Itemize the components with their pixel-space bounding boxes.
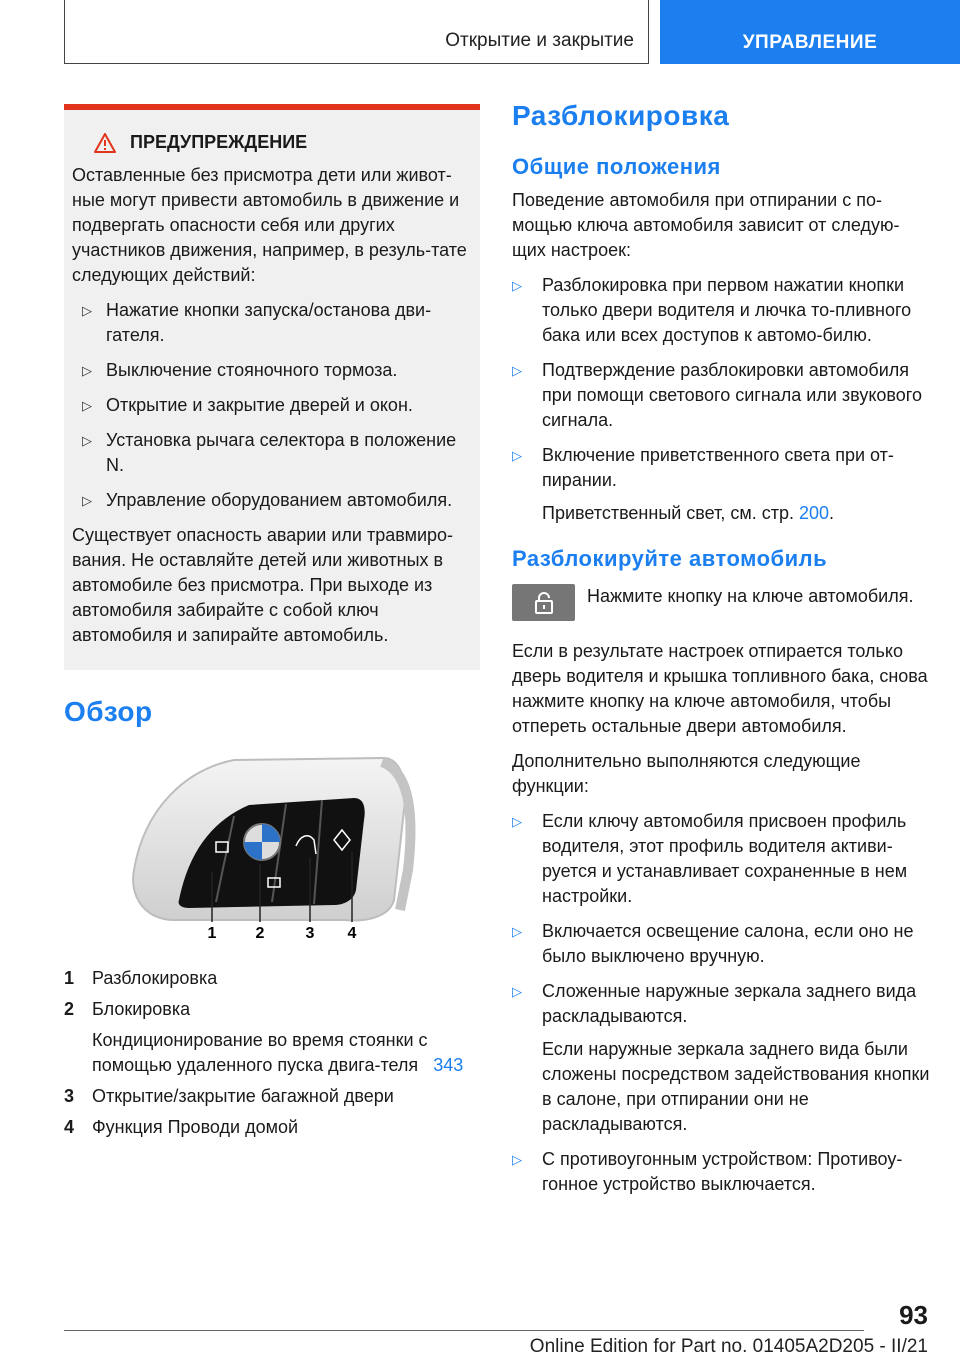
page-number: 93	[899, 1300, 928, 1330]
page-link-343[interactable]: 343	[433, 1055, 464, 1075]
extra-text: Дополнительно выполняются следующие функции:	[512, 751, 861, 796]
list-item: ▷ Если ключу автомобиля присвоен профиль водителя, этот профиль водителя активи-руется и устанавливает сохраненные в нем настройки.	[512, 809, 932, 909]
legend-text: Открытие/закрытие багажной двери	[92, 1086, 394, 1106]
warning-outro: Существует опасность аварии или травмиро-вания. Не оставляйте детей или животных в автомобиле без присмотра. При выходе из автомобиля забирайте с собой ключ автомобиля и запирайте автомобиль.	[72, 525, 454, 645]
list-item: ▷ Установка рычага селектора в положение N.	[72, 428, 472, 478]
legend-number: 4	[64, 1117, 75, 1137]
footer-divider	[64, 1330, 864, 1331]
extra-list	[512, 809, 932, 1029]
unlock-heading: Разблокировка	[512, 100, 730, 131]
list-item: ▷ Разблокировка при первом нажатии кнопки только двери водителя и лючка то-пливного бака или всех доступов к автомо-билю.	[512, 273, 932, 348]
callout-1: 1	[207, 925, 217, 940]
warning-box	[64, 104, 480, 670]
list-item: ▷ Нажатие кнопки запуска/останова дви-гателя.	[72, 298, 472, 348]
welcome-light-ref: Приветственный свет, см. стр. 200.	[542, 503, 835, 523]
list-item: ▷ Включается освещение салона, если оно не было выключено вручную.	[512, 919, 932, 969]
right-column	[512, 100, 932, 1207]
list-item: ▷ Управление оборудованием автомобиля.	[72, 488, 472, 513]
unlock-button-image	[512, 584, 575, 621]
header-title: Открытие и закрытие	[445, 30, 634, 51]
legend-number: 1	[64, 968, 75, 988]
action-heading: Разблокируйте автомобиль	[512, 546, 828, 571]
legend-row	[64, 966, 480, 991]
legend-text: Блокировка	[92, 999, 191, 1019]
action-text: Нажмите кнопку на ключе автомобиля.	[587, 586, 914, 606]
repeat-text: Если в результате настроек отпирается только дверь водителя и крышка топливного бака, снова нажмите кнопку на ключе автомобиля, чтобы отпереть остальные двери автомобиля.	[512, 641, 928, 736]
warning-list	[72, 298, 472, 513]
last-list	[512, 1147, 932, 1197]
legend-text: Функция Проводи домой	[92, 1117, 299, 1137]
legend-row	[64, 1084, 480, 1109]
unlock-icon	[532, 591, 556, 615]
warning-icon	[94, 133, 116, 153]
warning-intro: Оставленные без присмотра дети или живот-ные могут привести автомобиль в движение и подвергать опасности себя или других участников движения, например, в резуль-тате следующих действий:	[72, 165, 467, 285]
left-column	[64, 104, 480, 1146]
key-fob-illustration	[64, 750, 480, 940]
legend-number: 3	[64, 1086, 75, 1106]
legend-row	[64, 1115, 480, 1140]
legend-subtext: Кондиционирование во время стоянки с помощью удаленного пуска двига-теля 343	[92, 1030, 464, 1075]
list-item: ▷ Подтверждение разблокировки автомобиля при помощи светового сигнала или звукового сигнала.	[512, 358, 932, 433]
general-text: Поведение автомобиля при отпирании с по-мощью ключа автомобиля зависит от следую-щих настроек:	[512, 190, 900, 260]
list-item: ▷ Сложенные наружные зеркала заднего вида раскладываются.	[512, 979, 932, 1029]
callout-4: 4	[347, 925, 357, 940]
unlock-instruction	[512, 584, 932, 621]
warning-title: ПРЕДУПРЕЖДЕНИЕ	[130, 132, 308, 152]
legend-number: 2	[64, 999, 75, 1019]
overview-heading: Обзор	[64, 696, 153, 727]
warning-title-row	[94, 132, 472, 153]
footer-edition: Online Edition for Part no. 01405A2D205 - II/21	[529, 1336, 928, 1357]
callout-3: 3	[305, 925, 315, 940]
list-item: ▷ С противоугонным устройством: Противоу-гонное устройство выключается.	[512, 1147, 932, 1197]
general-heading: Общие положения	[512, 154, 721, 179]
header-box	[64, 0, 649, 64]
callout-2: 2	[255, 925, 265, 940]
list-item: ▷ Выключение стояночного тормоза.	[72, 358, 472, 383]
legend-row	[64, 997, 480, 1022]
header-section: УПРАВЛЕНИЕ	[660, 0, 960, 64]
list-item: ▷ Открытие и закрытие дверей и окон.	[72, 393, 472, 418]
list-item: ▷ Включение приветственного света при от-пирании.	[512, 443, 932, 493]
general-list	[512, 273, 932, 493]
page-link-200[interactable]: 200	[798, 503, 830, 523]
key-legend	[64, 966, 480, 1140]
legend-text: Разблокировка	[92, 968, 218, 988]
mirror-note: Если наружные зеркала заднего вида были сложены посредством задействования кнопки в салоне, при отпирании они не раскладываются.	[542, 1039, 930, 1134]
